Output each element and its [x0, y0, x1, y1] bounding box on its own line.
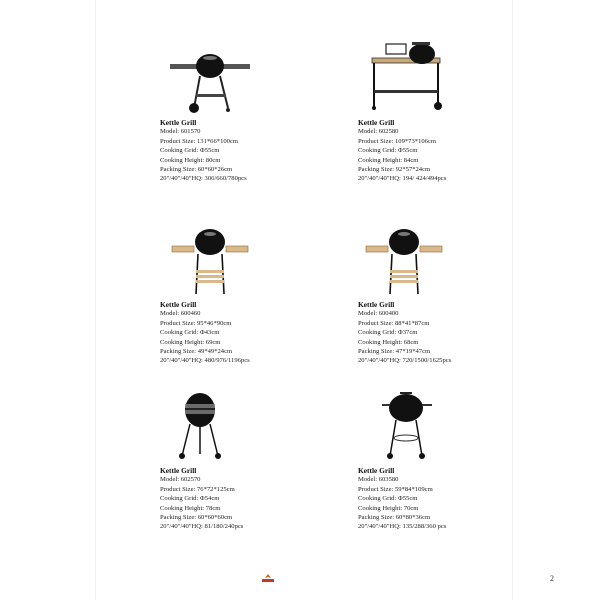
- packing-size: Packing Size: 49*49*24cm: [160, 348, 233, 356]
- model-number: Model: 603580: [358, 476, 399, 484]
- product-specs: [160, 300, 350, 366]
- container-quantity: 20"/40"/40"HQ: 720/1500/1625pcs: [358, 357, 452, 365]
- grill-wood-shelves-icon: [170, 226, 250, 298]
- catalog-page: [96, 0, 554, 600]
- product-title: Kettle Grill: [358, 118, 395, 127]
- product-specs: [358, 118, 548, 184]
- product-size: Product Size: 131*66*100cm: [160, 137, 239, 145]
- packing-size: Packing Size: 60*80*36cm: [358, 514, 431, 522]
- product-specs: [160, 466, 350, 532]
- product-title: Kettle Grill: [160, 466, 197, 475]
- page-number: 2: [550, 574, 554, 583]
- container-quantity: 20"/40"/40"HQ: 194/ 424/494pcs: [358, 175, 447, 183]
- container-quantity: 20"/40"/40"HQ: 135/288/360 pcs: [358, 523, 447, 531]
- cooking-height: Cooking Height: 78cm: [160, 504, 221, 512]
- kettle-grill-icon: [366, 388, 446, 460]
- product-size: Product Size: 76*72*125cm: [160, 485, 235, 493]
- model-number: Model: 600460: [160, 310, 201, 318]
- container-quantity: 20"/40"/40"HQ: 81/180/240pcs: [160, 523, 244, 531]
- product-title: Kettle Grill: [160, 300, 197, 309]
- grill-cart-icon: [366, 40, 446, 112]
- model-number: Model: 602580: [358, 128, 399, 136]
- cooking-grid: Cooking Grid: Φ55cm: [358, 147, 418, 155]
- product-title: Kettle Grill: [358, 466, 395, 475]
- cooking-height: Cooking Height: 70cm: [358, 504, 419, 512]
- product-size: Product Size: 95*46*90cm: [160, 319, 232, 327]
- product-specs: [358, 466, 548, 532]
- cooking-grid: Cooking Grid: Φ55cm: [160, 147, 220, 155]
- product-title: Kettle Grill: [358, 300, 395, 309]
- model-number: Model: 601570: [160, 128, 201, 136]
- cooking-height: Cooking Height: 69cm: [160, 338, 221, 346]
- model-number: Model: 602570: [160, 476, 201, 484]
- packing-size: Packing Size: 60*60*26cm: [160, 166, 233, 174]
- cooking-grid: Cooking Grid: Φ54cm: [160, 495, 220, 503]
- model-number: Model: 600400: [358, 310, 399, 318]
- product-specs: [358, 300, 548, 366]
- kettle-grill-icon: [160, 388, 240, 460]
- cooking-height: Cooking Height: 80cm: [160, 156, 221, 164]
- packing-size: Packing Size: 92*57*24cm: [358, 166, 431, 174]
- product-size: Product Size: 59*84*109cm: [358, 485, 433, 493]
- product-size: Product Size: 109*73*106cm: [358, 137, 437, 145]
- cooking-grid: Cooking Grid: Φ55cm: [358, 495, 418, 503]
- grill-wood-shelves-icon: [364, 226, 444, 298]
- product-title: Kettle Grill: [160, 118, 197, 127]
- brand-logo-icon: [261, 574, 275, 584]
- packing-size: Packing Size: 60*60*60cm: [160, 514, 233, 522]
- cooking-grid: Cooking Grid: Φ43cm: [160, 329, 220, 337]
- grill-with-side-tables-icon: [170, 48, 250, 120]
- product-size: Product Size: 88*41*87cm: [358, 319, 430, 327]
- packing-size: Packing Size: 47*19*47cm: [358, 348, 431, 356]
- product-specs: [160, 118, 350, 184]
- container-quantity: 20"/40"/40"HQ: 306/660/780pcs: [160, 175, 247, 183]
- cooking-height: Cooking Height: 68cm: [358, 338, 419, 346]
- container-quantity: 20"/40"/40"HQ: 480/976/1196pcs: [160, 357, 250, 365]
- cooking-grid: Cooking Grid: Φ37cm: [358, 329, 418, 337]
- cooking-height: Cooking Height: 84cm: [358, 156, 419, 164]
